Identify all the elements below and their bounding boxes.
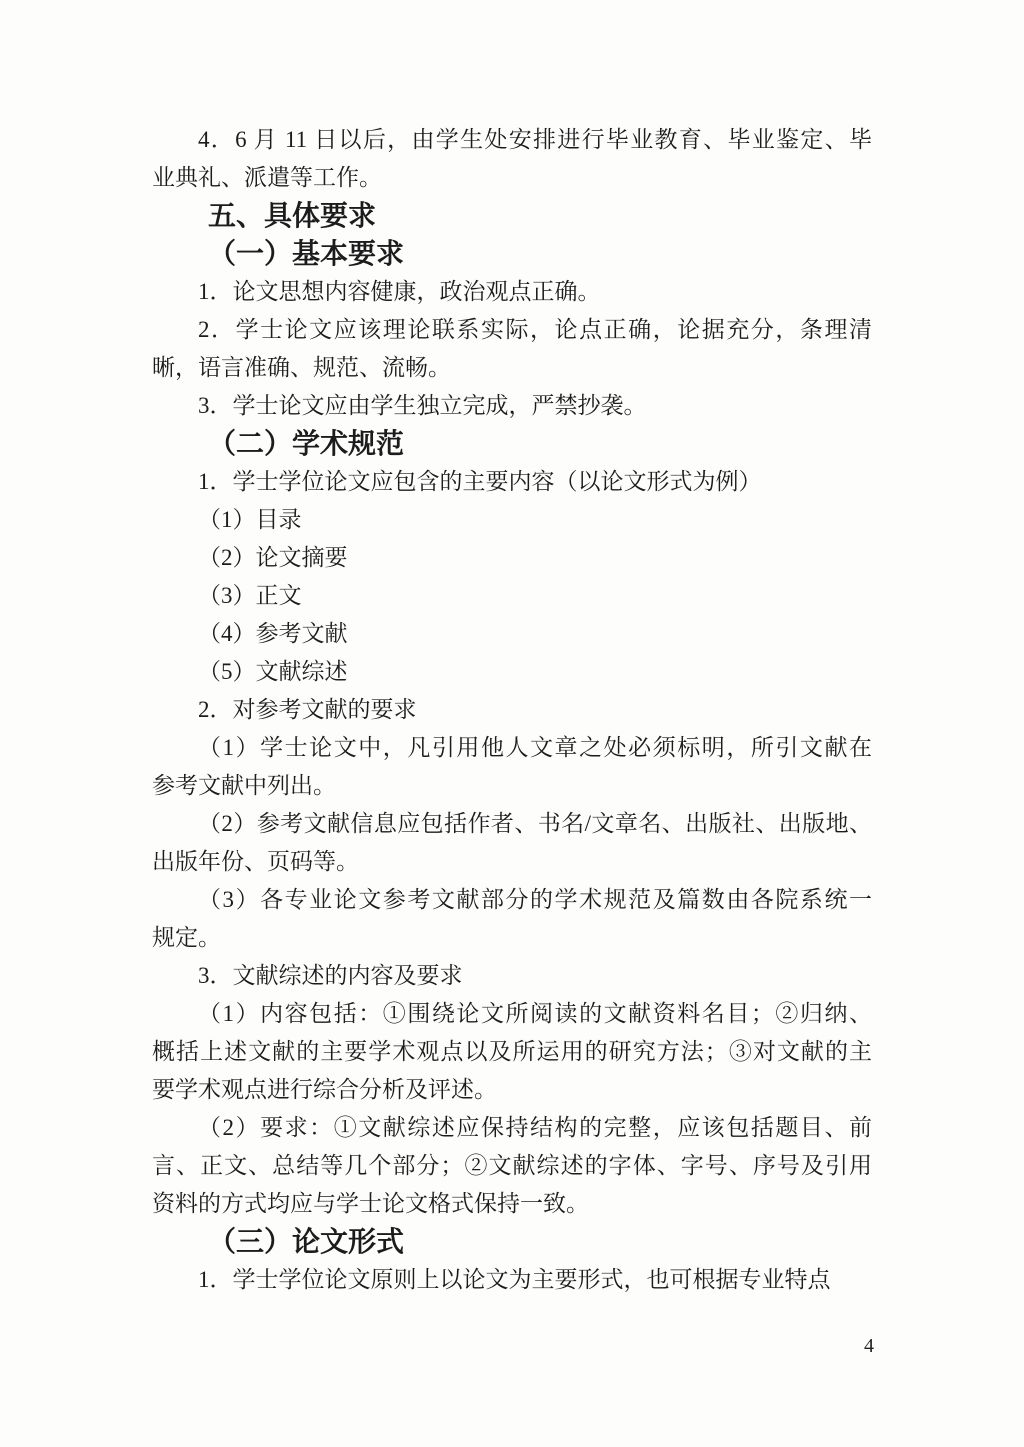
text-line: 2．学士论文应该理论联系实际，论点正确，论据充分，条理清	[198, 317, 872, 342]
paragraph	[152, 995, 872, 1109]
paragraph	[152, 463, 872, 501]
text-line: 2．对参考文献的要求	[198, 697, 417, 722]
section-heading	[152, 235, 872, 273]
text-line: 3．文献综述的内容及要求	[198, 963, 463, 988]
text-line: 业典礼、派遣等工作。	[152, 165, 382, 190]
paragraph	[152, 387, 872, 425]
text-line: （1）学士论文中，凡引用他人文章之处必须标明，所引文献在	[198, 735, 872, 760]
text-line: （5）文献综述	[198, 659, 348, 684]
text-line: （2）论文摘要	[198, 545, 348, 570]
text-line: 概括上述文献的主要学术观点以及所运用的研究方法；③对文献的主	[152, 1039, 872, 1064]
text-line: （3）各专业论文参考文献部分的学术规范及篇数由各院系统一	[198, 887, 872, 912]
text-line: （2）要求：①文献综述应保持结构的完整，应该包括题目、前	[198, 1115, 872, 1140]
text-line: （1）目录	[198, 507, 302, 532]
text-line: （2）参考文献信息应包括作者、书名/文章名、出版社、出版地、	[198, 811, 872, 836]
text-line: 4．6 月 11 日以后，由学生处安排进行毕业教育、毕业鉴定、毕	[198, 127, 872, 152]
paragraph	[152, 729, 872, 805]
text-line: 3．学士论文应由学生独立完成，严禁抄袭。	[198, 393, 647, 418]
paragraph	[152, 881, 872, 957]
paragraph	[152, 121, 872, 197]
text-line: 五、具体要求	[208, 200, 377, 231]
text-line: 言、正文、总结等几个部分；②文献综述的字体、字号、序号及引用	[152, 1153, 872, 1178]
text-line: 参考文献中列出。	[152, 773, 336, 798]
text-line: 规定。	[152, 925, 221, 950]
text-line: 要学术观点进行综合分析及评述。	[152, 1077, 497, 1102]
paragraph	[152, 805, 872, 881]
paragraph	[152, 653, 872, 691]
text-line: （一）基本要求	[208, 238, 405, 269]
paragraph	[152, 539, 872, 577]
paragraph	[152, 957, 872, 995]
text-line: （1）内容包括：①围绕论文所阅读的文献资料名目；②归纳、	[198, 1001, 872, 1026]
text-line: 出版年份、页码等。	[152, 849, 359, 874]
section-heading	[152, 197, 872, 235]
text-line: 晰，语言准确、规范、流畅。	[152, 355, 451, 380]
text-line: 1．学士学位论文应包含的主要内容（以论文形式为例）	[198, 469, 762, 494]
text-line: 1．学士学位论文原则上以论文为主要形式，也可根据专业特点	[198, 1267, 831, 1292]
paragraph	[152, 1109, 872, 1223]
text-line: （4）参考文献	[198, 621, 348, 646]
paragraph	[152, 273, 872, 311]
paragraph	[152, 1261, 872, 1299]
section-heading	[152, 1223, 872, 1261]
paragraph	[152, 615, 872, 653]
text-line: 资料的方式均应与学士论文格式保持一致。	[152, 1191, 589, 1216]
paragraph	[152, 577, 872, 615]
page-number: 4	[864, 1335, 874, 1357]
text-line: （二）学术规范	[208, 428, 405, 459]
paragraph	[152, 501, 872, 539]
section-heading	[152, 425, 872, 463]
document-body	[152, 121, 872, 1299]
paragraph	[152, 691, 872, 729]
text-line: （三）论文形式	[208, 1226, 405, 1257]
paragraph	[152, 311, 872, 387]
text-line: 1．论文思想内容健康，政治观点正确。	[198, 279, 601, 304]
text-line: （3）正文	[198, 583, 302, 608]
